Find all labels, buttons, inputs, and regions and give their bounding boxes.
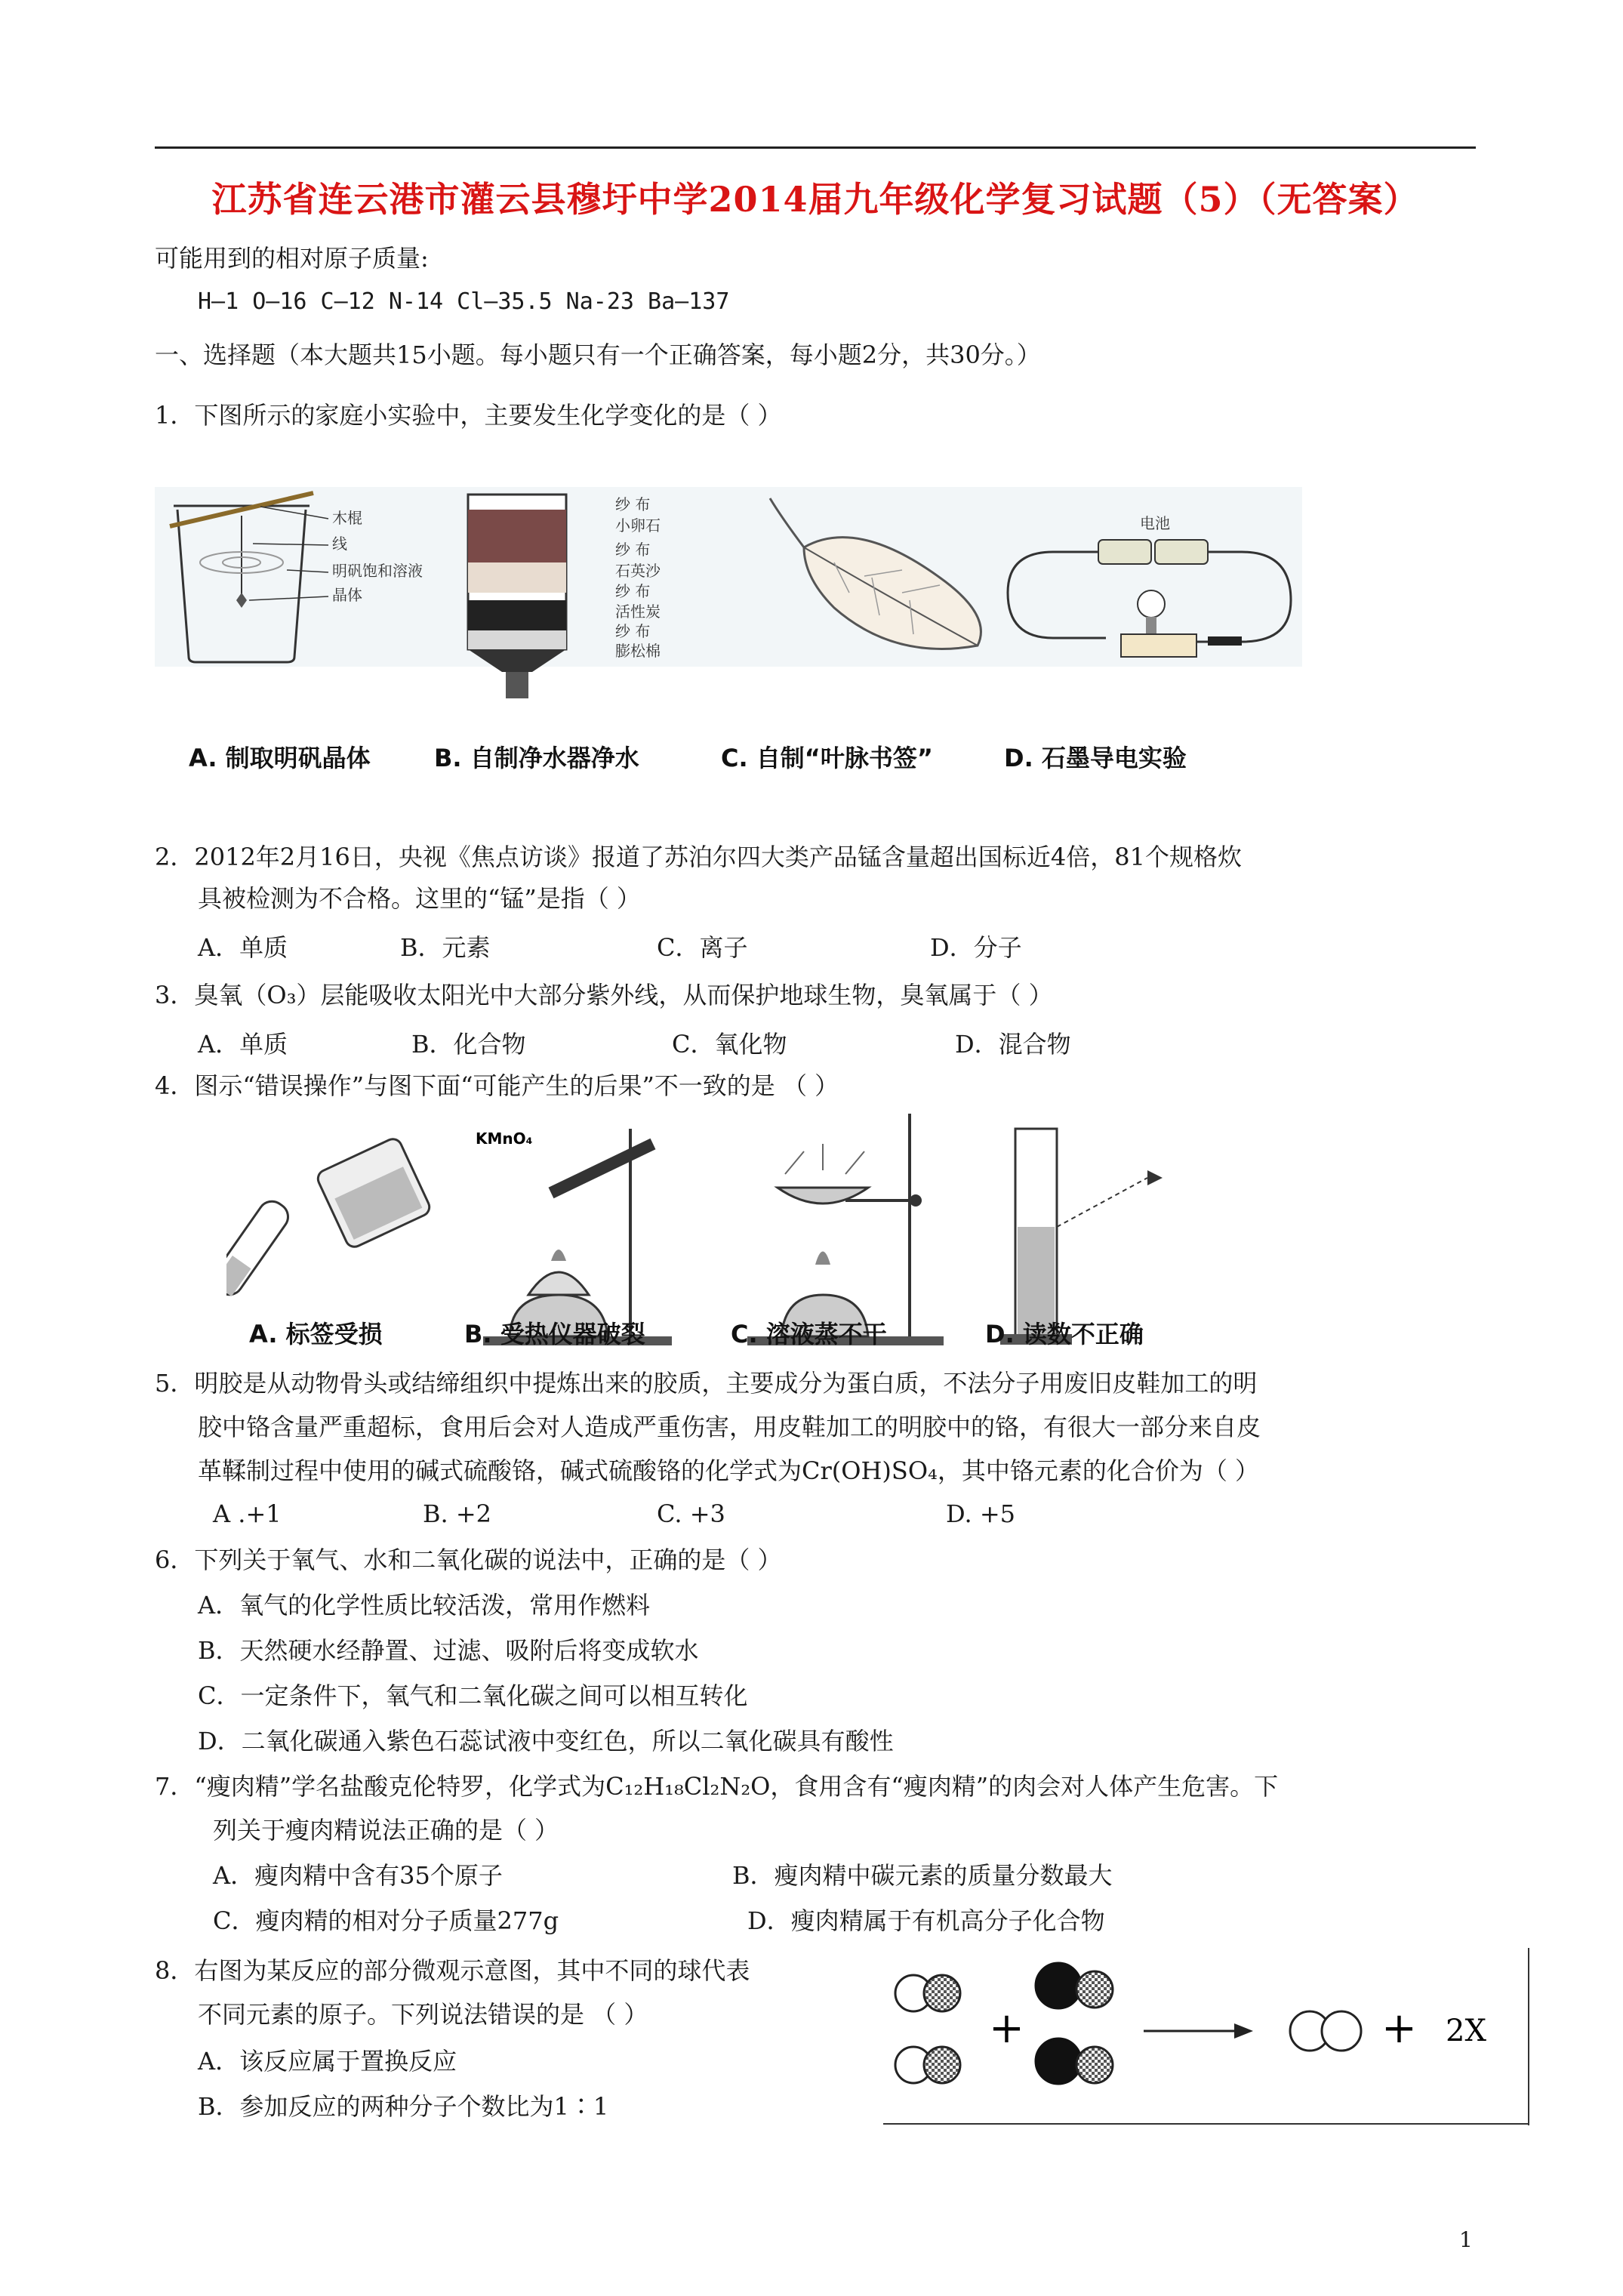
q3-option-d: D．混合物 <box>955 1030 1071 1059</box>
q7-stem-1: 7．“瘦肉精”学名盐酸克伦特罗，化学式为C₁₂H₁₈Cl₂N₂O，食用含有“瘦肉精”的肉会对人体产生危害。下 <box>155 1772 1279 1801</box>
q4-caption-a-text: A. 标签受损 <box>249 1320 383 1348</box>
q2-stem-1: 2．2012年2月16日，央视《焦点访谈》报道了苏泊尔四大类产品锰含量超出国标近4倍，81个规格炊 <box>155 843 1242 871</box>
fig-a-label-1: 线 <box>332 535 347 553</box>
q2-stem-2: 具被检测为不合格。这里的“锰”是指（ ） <box>198 884 641 913</box>
q1-caption-c: C. 自制“叶脉书签” <box>721 744 933 772</box>
heating-kmno4-diagram <box>476 1129 672 1345</box>
q6-option-a: A．氧气的化学性质比较活泼，常用作燃料 <box>198 1591 651 1620</box>
q7-option-b: B．瘦肉精中碳元素的质量分数最大 <box>732 1861 1113 1890</box>
reactant-molecule-4 <box>1036 2039 1113 2084</box>
header-rule <box>155 146 1476 149</box>
q4-caption-c: C. 溶液蒸不干 <box>731 1320 887 1348</box>
q5-option-d: D. +5 <box>946 1499 1016 1528</box>
q5-option-c: C. +3 <box>657 1499 725 1528</box>
product-2x-label: 2X <box>1446 2014 1486 2048</box>
page-title: 江苏省连云港市灌云县穆圩中学2014届九年级化学复习试题（5）（无答案） <box>211 179 1419 220</box>
fig-b-label-2: 纱 布 <box>615 541 651 559</box>
q6-option-d: D．二氧化碳通入紫色石蕊试液中变红色，所以二氧化碳具有酸性 <box>198 1727 894 1755</box>
fig-b-label-7: 膨松棉 <box>615 642 661 660</box>
q1-caption-a: A. 制取明矾晶体 <box>189 744 371 772</box>
fig-b-label-6: 纱 布 <box>615 622 651 640</box>
section-heading: 一、选择题（本大题共15小题。每小题只有一个正确答案，每小题2分，共30分。） <box>155 341 1041 369</box>
q4-stem: 4．图示“错误操作”与图下面“可能产生的后果”不一致的是 （ ） <box>155 1071 839 1100</box>
q1-caption-d: D. 石墨导电实验 <box>1004 744 1187 772</box>
fig-b-label-4: 纱 布 <box>615 582 651 600</box>
fig-b-label-5: 活性炭 <box>615 603 661 621</box>
q2-option-a: A．单质 <box>198 933 288 962</box>
q6-option-b: B．天然硬水经静置、过滤、吸附后将变成软水 <box>198 1636 699 1665</box>
reactant-molecule-1 <box>895 1975 960 2011</box>
q1-figure <box>155 487 1302 774</box>
q2-option-d: D．分子 <box>930 933 1022 962</box>
fig-a-label-3: 晶体 <box>332 586 362 604</box>
q1-caption-b: B. 自制净水器净水 <box>434 744 639 772</box>
q4-captions <box>226 1315 1208 1353</box>
fig-d-label-0: 电池 <box>1140 514 1170 532</box>
q3-option-c: C．氧化物 <box>672 1030 787 1059</box>
q5-stem-2: 胶中铬含量严重超标，食用后会对人造成严重伤害，用皮鞋加工的明胶中的铬，有很大一部分来自皮 <box>198 1413 1261 1441</box>
q2-option-b: B．元素 <box>400 933 491 962</box>
q4-kmno4-label: KMnO₄ <box>476 1130 533 1148</box>
water-purifier-diagram <box>468 495 661 698</box>
page-number: 1 <box>1459 2227 1473 2252</box>
q8-option-b: B．参加反应的两种分子个数比为1∶1 <box>198 2092 609 2121</box>
fig-a-label-0: 木棍 <box>332 509 362 527</box>
q3-stem: 3．臭氧（O₃）层能吸收太阳光中大部分紫外线，从而保护地球生物，臭氧属于（ ） <box>155 981 1053 1009</box>
q4-caption-b: B. 受热仪器破裂 <box>464 1320 645 1348</box>
evaporation-diagram <box>747 1114 944 1345</box>
q8-reaction-diagram <box>883 1948 1532 2129</box>
q7-stem-2: 列关于瘦肉精说法正确的是（ ） <box>213 1816 559 1845</box>
q6-option-c: C．一定条件下，氧气和二氧化碳之间可以相互转化 <box>198 1681 748 1710</box>
fig-b-label-1: 小卵石 <box>615 516 661 535</box>
fig-b-label-0: 纱 布 <box>615 495 651 513</box>
q5-option-a: A .+1 <box>213 1499 282 1528</box>
q5-stem-1: 5．明胶是从动物骨头或结缔组织中提炼出来的胶质，主要成分为蛋白质，不法分子用废旧皮鞋加工的明 <box>155 1369 1258 1398</box>
fig-b-label-3: 石英沙 <box>615 562 661 580</box>
q5-stem-3: 革鞣制过程中使用的碱式硫酸铬，碱式硫酸铬的化学式为Cr(OH)SO₄，其中铬元素的化合价为（ ） <box>198 1456 1260 1485</box>
q5-option-b: B. +2 <box>423 1499 492 1528</box>
q8-stem-2: 不同元素的原子。下列说法错误的是 （ ） <box>198 2000 648 2029</box>
q1-stem: 1．下图所示的家庭小实验中，主要发生化学变化的是（ ） <box>155 401 782 430</box>
atomic-mass-heading: 可能用到的相对原子质量: <box>155 244 429 273</box>
q8-stem-1: 8．右图为某反应的部分微观示意图，其中不同的球代表 <box>155 1956 750 1985</box>
q2-option-c: C．离子 <box>657 933 748 962</box>
q3-option-b: B．化合物 <box>411 1030 526 1059</box>
q8-option-a: A．该反应属于置换反应 <box>198 2047 457 2076</box>
q7-option-c: C．瘦肉精的相对分子质量277g <box>213 1906 559 1935</box>
plus-sign-2: + <box>1381 2004 1417 2053</box>
fig-a-label-2: 明矾饱和溶液 <box>332 562 423 580</box>
q6-stem: 6．下列关于氧气、水和二氧化碳的说法中，正确的是（ ） <box>155 1546 782 1574</box>
reaction-arrow <box>1144 2023 1253 2039</box>
plus-sign-1: + <box>989 2004 1024 2053</box>
product-molecule <box>1290 2011 1361 2051</box>
pouring-diagram <box>226 1136 433 1300</box>
graduated-cylinder-diagram <box>1000 1129 1163 1345</box>
q3-option-a: A．单质 <box>198 1030 288 1059</box>
q7-option-d: D．瘦肉精属于有机高分子化合物 <box>747 1906 1105 1935</box>
reactant-molecule-2 <box>895 2047 960 2083</box>
reactant-molecule-3 <box>1036 1963 1113 2008</box>
q7-option-a: A．瘦肉精中含有35个原子 <box>213 1861 503 1890</box>
atomic-masses: H—1 O—16 C—12 N-14 Cl—35.5 Na-23 Ba—137 <box>198 288 730 315</box>
q4-caption-d: D. 读数不正确 <box>985 1320 1144 1348</box>
